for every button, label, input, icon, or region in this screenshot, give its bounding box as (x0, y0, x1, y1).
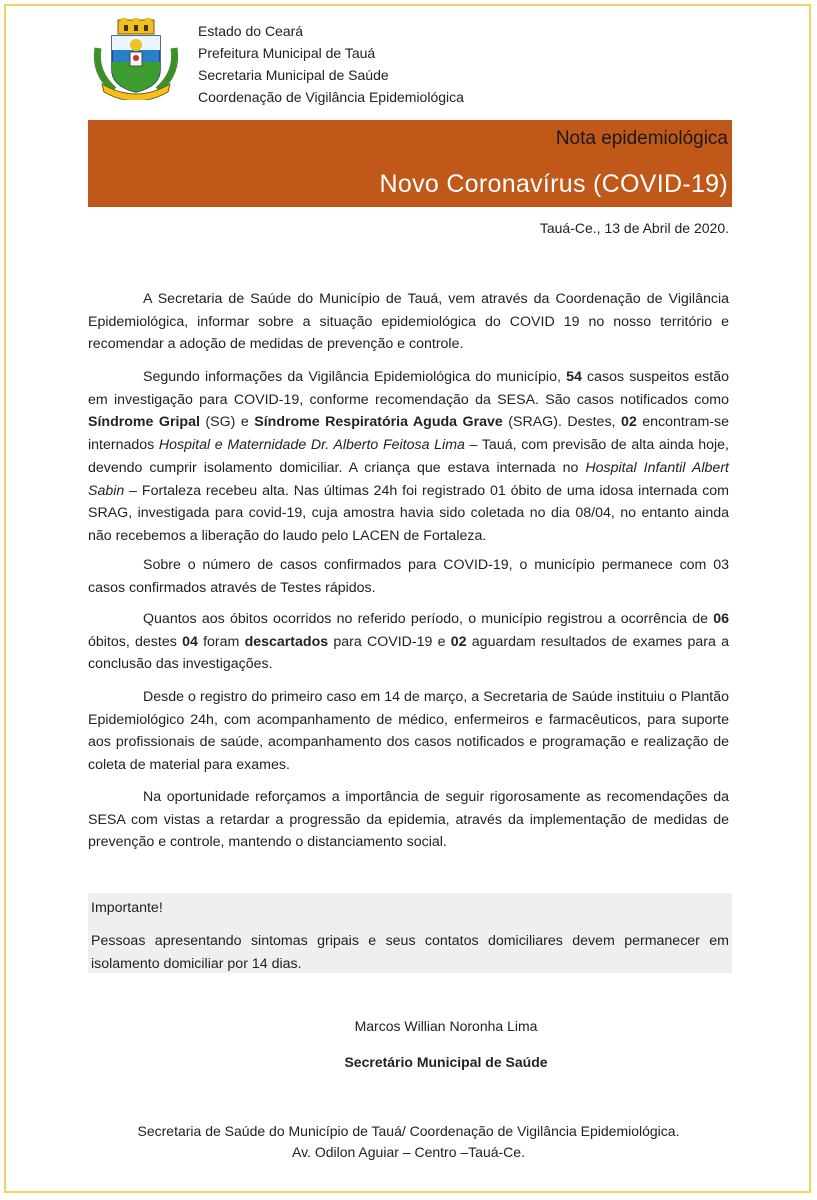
important-text: Pessoas apresentando sintomas gripais e seus contatos domiciliares devem permanecer em isolamento domiciliar por 14 dias. (91, 933, 729, 972)
header-line-state: Estado do Ceará (198, 23, 304, 39)
document-date: Tauá-Ce., 13 de Abril de 2020. (539, 220, 729, 236)
header-line-coordination: Coordenação de Vigilância Epidemiológica (198, 89, 464, 105)
institution-header (198, 20, 464, 108)
header-line-health-secretariat: Secretaria Municipal de Saúde (198, 67, 389, 83)
important-notice (88, 893, 732, 973)
header-line-prefecture: Prefeitura Municipal de Tauá (198, 45, 376, 61)
signatory-role: Secretário Municipal de Saúde (344, 1054, 548, 1070)
paragraph-epidemiological-shift: Desde o registro do primeiro caso em 14 de março, a Secretaria de Saúde instituiu o Plantão Epidemiológico 24h, com acompanhamento de médico, enfermeiros e farmacêuticos, para suporte aos profissionais de saúde, acompanhamento dos casos notificados e programação e realização de coleta de material para exames. (88, 689, 729, 774)
important-title: Importante! (91, 900, 163, 916)
paragraph-confirmed-cases: Sobre o número de casos confirmados para COVID-19, o município permanece com 03 casos confirmados através de Testes rápidos. (88, 557, 729, 596)
municipal-coat-of-arms-icon (88, 18, 184, 100)
paragraph-intro: A Secretaria de Saúde do Município de Tauá, vem através da Coordenação de Vigilância Epidemiológica, informar sobre a situação epidemiológica do COVID 19 no nosso território e recomendar a adoção de medidas de prevenção e controle. (88, 291, 729, 353)
banner-title: Novo Coronavírus (COVID-19) (379, 170, 728, 198)
footer-line-2: Av. Odilon Aguiar – Centro –Tauá-Ce. (292, 1144, 525, 1160)
signatory-name: Marcos Willian Noronha Lima (354, 1018, 538, 1034)
title-banner (88, 120, 732, 207)
paragraph-recommendations: Na oportunidade reforçamos a importância de seguir rigorosamente as recomendações da SESA com vistas a retardar a progressão da epidemia, através da implementação de medidas de prevenção e controle, mantendo o distanciamento social. (88, 789, 729, 851)
footer-line-1: Secretaria de Saúde do Município de Tauá/ Coordenação de Vigilância Epidemiológica. (137, 1123, 680, 1139)
paragraph-suspected-cases: Segundo informações da Vigilância Epidemiológica do município, 54 casos suspeitos estão em investigação para COVID-19, conforme recomendação da SESA. São casos notificados como Síndrome Gripal (SG) e Síndrome Respiratória Aguda Grave (SRAG). Destes, 02 encontram-se internados Hospital e Maternidade Dr. Alberto Feitosa Lima – Tauá, com previsão de alta ainda hoje, devendo cumprir isolamento domiciliar. A criança que estava internada no Hospital Infantil Albert Sabin – Fortaleza recebeu alta. Nas últimas 24h foi registrado 01 óbito de uma idosa internada com SRAG, investigada para covid-19, cuja amostra havia sido coletada no dia 08/04, no entanto ainda não recebemos a liberação do laudo pelo LACEN de Fortaleza. (88, 369, 730, 544)
banner-subtitle: Nota epidemiológica (555, 128, 728, 149)
paragraph-deaths: Quantos aos óbitos ocorridos no referido período, o município registrou a ocorrência de 06 óbitos, destes 04 foram descartados para COVID-19 e 02 aguardam resultados de exames para a conclusão das investigações. (88, 611, 729, 673)
document-footer (0, 1121, 817, 1163)
